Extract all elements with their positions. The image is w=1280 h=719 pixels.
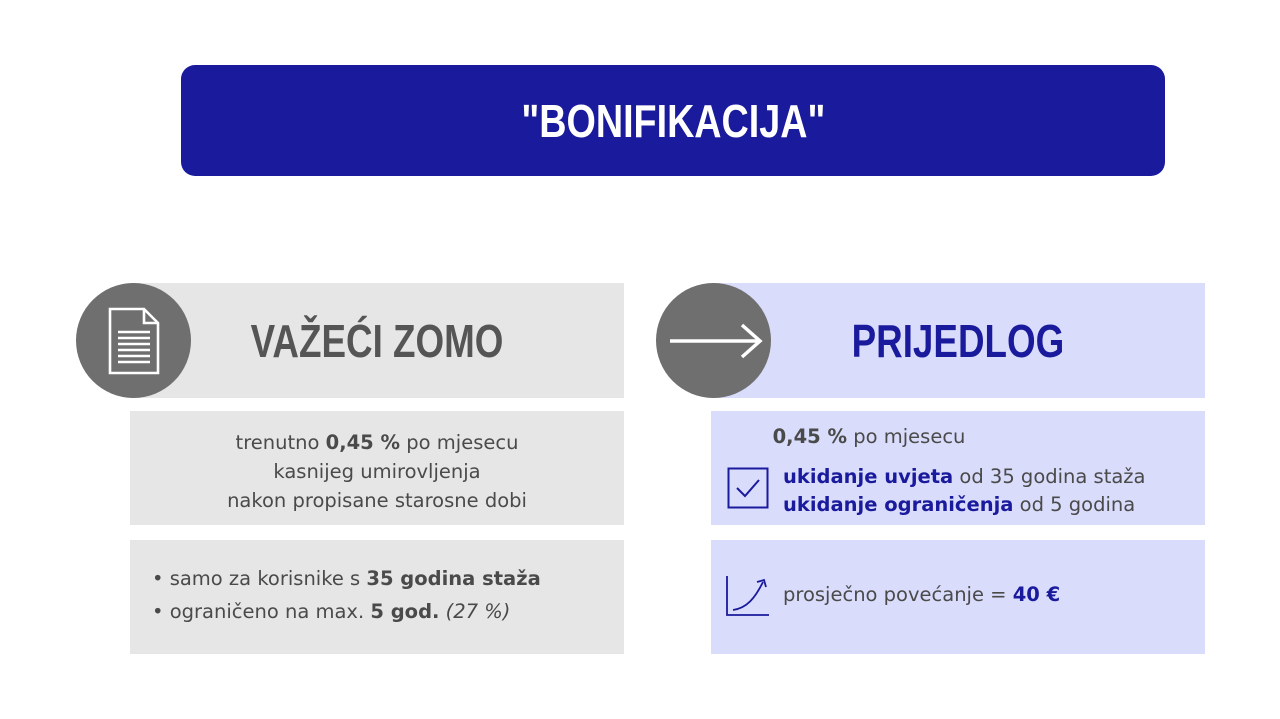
limit-removal-label: ukidanje ograničenja xyxy=(783,493,1014,516)
current-law-heading: VAŽEĆI ZOMO xyxy=(250,314,504,367)
proposal-rate-suffix: po mjesecu xyxy=(847,425,966,448)
condition-removal-label: ukidanje uvjeta xyxy=(783,465,954,488)
condition-limit-percent: (27 %) xyxy=(445,600,511,623)
limit-removal-text: od 5 godina xyxy=(1013,493,1136,516)
proposal-rate-box xyxy=(711,411,1205,525)
condition-item-service xyxy=(152,562,541,595)
page-title: "BONIFIKACIJA" xyxy=(520,94,826,147)
average-increase-text: prosječno povećanje = xyxy=(783,583,1013,606)
proposal-rate-line xyxy=(711,423,1027,451)
condition-removal-text: od 35 godina staža xyxy=(953,465,1146,488)
condition-service-value: 35 godina staža xyxy=(366,567,541,590)
document-icon xyxy=(106,306,162,376)
average-increase-line xyxy=(783,583,1060,606)
proposal-condition-removal xyxy=(783,463,1146,491)
growth-chart-icon xyxy=(725,574,771,618)
document-icon-circle xyxy=(76,283,191,398)
current-rate-prefix: trenutno xyxy=(235,431,326,454)
checkbox-check-icon xyxy=(727,467,769,509)
average-increase-value: 40 € xyxy=(1012,583,1061,606)
proposal-limit-removal xyxy=(783,491,1146,519)
current-rate-suffix: po mjesecu xyxy=(400,431,519,454)
proposal-rate-value: 0,45 % xyxy=(772,425,848,448)
proposal-header xyxy=(711,283,1205,398)
condition-service-text: samo za korisnike s xyxy=(169,567,367,590)
condition-item-limit xyxy=(152,595,541,628)
current-rate-line2: kasnijeg umirovljenja xyxy=(273,460,481,483)
current-rate-box xyxy=(130,411,624,525)
condition-limit-text: ograničeno na max. xyxy=(169,600,371,623)
title-banner xyxy=(181,65,1165,176)
arrow-right-icon xyxy=(664,321,764,361)
proposal-heading: PRIJEDLOG xyxy=(851,314,1065,367)
condition-limit-value: 5 god. xyxy=(370,600,440,623)
current-rate-line xyxy=(130,428,624,457)
arrow-icon-circle xyxy=(656,283,771,398)
current-law-header xyxy=(130,283,624,398)
current-rate-line3: nakon propisane starosne dobi xyxy=(227,489,527,512)
current-conditions-box xyxy=(130,540,624,654)
proposal-increase-box xyxy=(711,540,1205,654)
current-rate-value: 0,45 % xyxy=(325,431,401,454)
